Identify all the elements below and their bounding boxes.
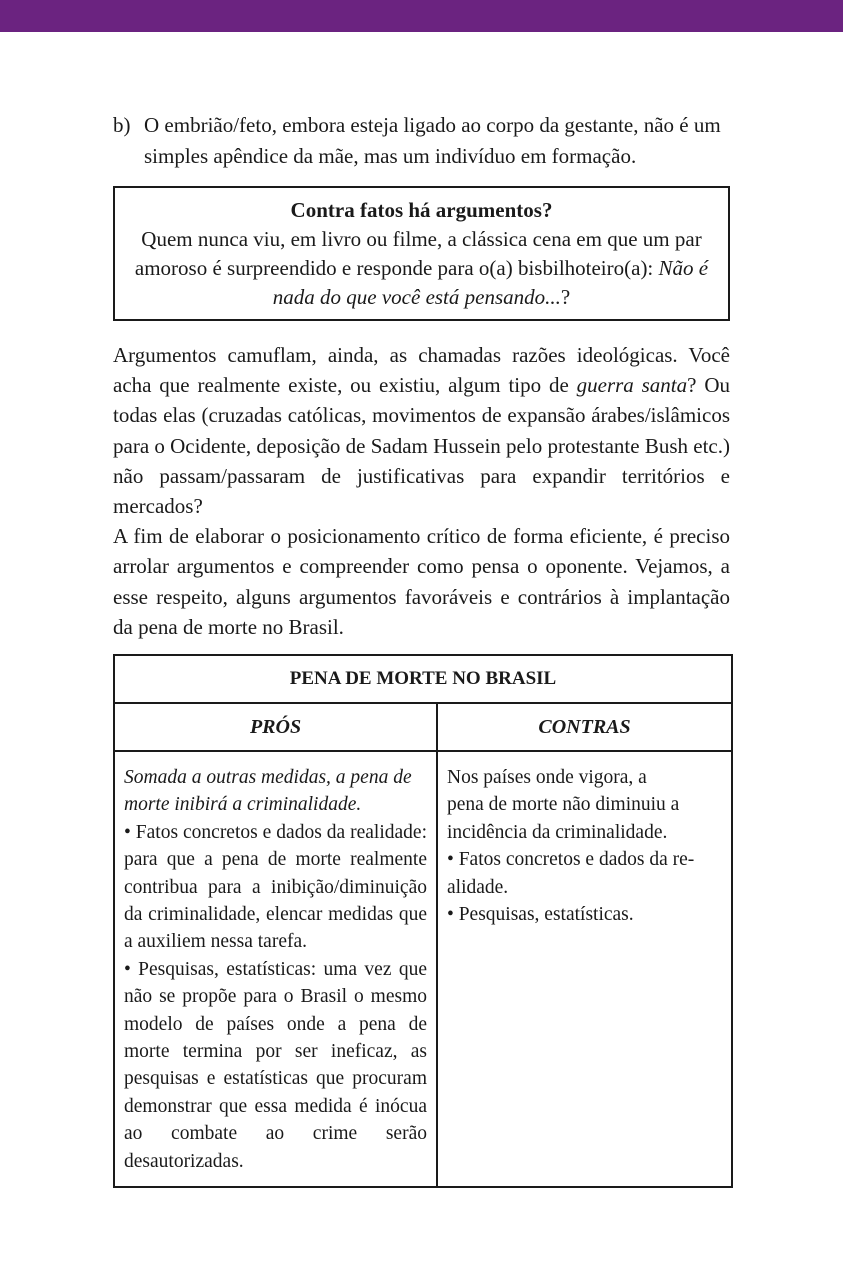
- pros-cons-table: [113, 654, 733, 1188]
- contras-line-2: pena de morte não diminuiu a: [447, 794, 680, 816]
- pros-bullet-2: • Pesquisas, estatísticas: uma vez que não se propõe para o Brasil o mesmo modelo de países onde a pena de morte termina por ser ineficaz, as pesquisas e estatísticas que procuram demonstrar que essa medida é inócua ao combate ao crime serão desautorizadas.: [124, 958, 427, 1172]
- paragraph-2: A fim de elaborar o posicionamento crítico de forma eficiente, é preciso arrolar argumentos e compreender como pensa o oponente. Vejamos, a esse respeito, alguns argumentos favoráveis e contrários à implantação da pena de morte no Brasil.: [113, 524, 730, 639]
- table-title: PENA DE MORTE NO BRASIL: [114, 655, 732, 703]
- list-item-text: O embrião/feto, embora esteja ligado ao corpo da gestante, não é um simples apêndice da mãe, mas um indivíduo em formação.: [144, 113, 721, 168]
- contras-line-1: Nos países onde vigora, a: [447, 767, 647, 788]
- top-color-bar: [0, 0, 843, 32]
- paragraph-1-start: Argumentos camuflam, ainda, as chamadas razões ideológicas. Você acha que realmente existe, ou existiu, algum tipo de: [113, 343, 730, 398]
- pros-cell: [114, 751, 437, 1187]
- contras-bullet-1: • Fatos concretos e dados da realidade.: [447, 849, 695, 898]
- paragraph-1-end: ? Ou todas elas (cruzadas católicas, movimentos de expansão árabes/islâmicos para o Ocidente, deposição de Sadam Hussein pelo protestante Bush etc.) não passam/passaram de justificativas para expandir territórios e mercados?: [113, 373, 730, 519]
- box-text-italic: Não é nada do que você está pensando...: [272, 256, 709, 309]
- contras-bullet-2: • Pesquisas, estatísticas.: [447, 904, 634, 926]
- box-text-end: ?: [560, 285, 571, 309]
- highlight-box: [113, 186, 730, 321]
- pros-bullet-1: • Fatos concretos e dados da realidade: para que a pena de morte realmente contribua para a inibição/diminuição da criminalidade, elencar medidas que a auxiliem nessa tarefa.: [124, 821, 427, 953]
- pros-intro-line-1: Somada a outras medidas, a pena de: [124, 767, 412, 788]
- contras-line-3: incidência da criminalidade.: [447, 821, 668, 843]
- contras-cell: [437, 751, 732, 1187]
- paragraph-1: [113, 340, 730, 521]
- body-text: [113, 340, 730, 642]
- box-title: Contra fatos há argumentos?: [290, 198, 553, 222]
- box-text: [115, 225, 728, 312]
- paragraph-1-italic: guerra santa: [576, 373, 688, 398]
- box-text-start: Quem nunca viu, em livro ou filme, a clássica cena em que um par amoroso é surpreendido e responde para o(a) bisbilhoteiro(a):: [134, 227, 702, 280]
- list-item-b: [113, 110, 733, 172]
- column-header-contras: CONTRAS: [437, 703, 732, 751]
- list-marker: b): [113, 113, 131, 137]
- column-header-pros: PRÓS: [114, 703, 437, 751]
- pros-intro-line-2: morte inibirá a criminalidade.: [124, 794, 362, 816]
